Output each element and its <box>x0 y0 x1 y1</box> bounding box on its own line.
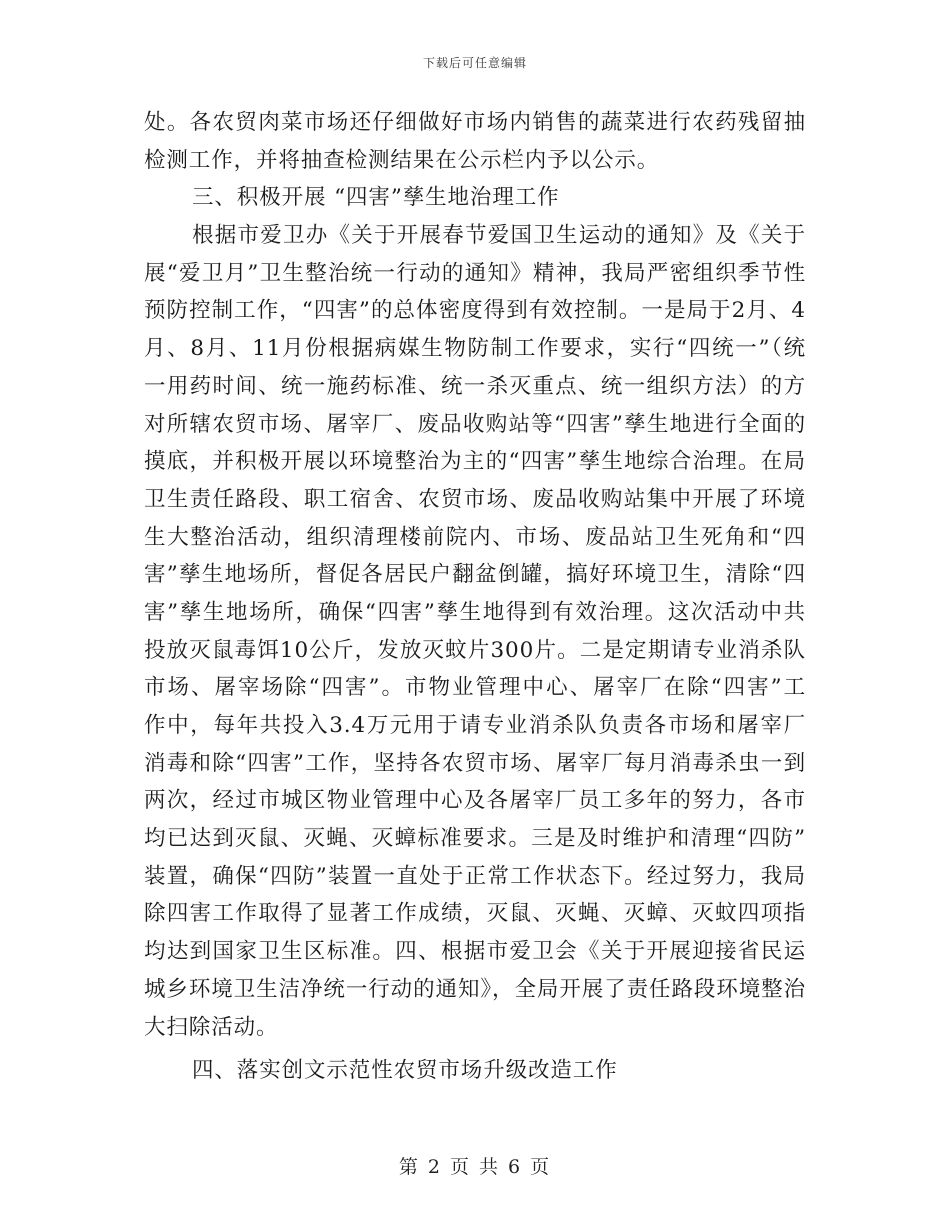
paragraph-line: 展“爱卫月”卫生整治统一行动的通知》精神，我局严密组织季节性 <box>144 260 806 286</box>
paragraph-line: 均已达到灭鼠、灭蝇、灭蟑标准要求。三是及时维护和清理“四防” <box>144 826 806 852</box>
paragraph-line: 对所辖农贸市场、屠宰厂、废品收购站等“四害”孳生地进行全面的 <box>144 411 806 437</box>
paragraph-line: 卫生责任路段、职工宿舍、农贸市场、废品收购站集中开展了环境 <box>144 486 806 512</box>
paragraph-line: 装置，确保“四防”装置一直处于正常工作状态下。经过努力，我局 <box>144 863 806 889</box>
paragraph-line: 大扫除活动。 <box>144 1014 279 1040</box>
paragraph-line: 除四害工作取得了显著工作成绩，灭鼠、灭蝇、灭蟑、灭蚊四项指 <box>144 901 806 927</box>
section-heading: 四、落实创文示范性农贸市场升级改造工作 <box>192 1058 618 1084</box>
paragraph-line: 根据市爱卫办《关于开展春节爱国卫生运动的通知》及《关于 <box>192 223 806 249</box>
paragraph-line: 处。各农贸肉菜市场还仔细做好市场内销售的蔬菜进行农药残留抽 <box>144 110 806 135</box>
paragraph-line: 一用药时间、统一施药标准、统一杀灭重点、统一组织方法）的方 <box>144 373 806 399</box>
paragraph-line: 均达到国家卫生区标准。四、根据市爱卫会《关于开展迎接省民运 <box>144 939 806 965</box>
paragraph-line: 城乡环境卫生洁净统一行动的通知》，全局开展了责任路段环境整治 <box>144 976 806 1002</box>
page-header-note: 下载后可任意编辑 <box>422 56 527 70</box>
page-number: 第 2 页 共 6 页 <box>398 1156 552 1178</box>
paragraph-line: 作中，每年共投入3.4万元用于请专业消杀队负责各市场和屠宰厂 <box>144 713 806 738</box>
paragraph-line: 月、8月、11月份根据病媒生物防制工作要求，实行“四统一”（统 <box>144 336 806 362</box>
paragraph-line: 害”孳生地场所，督促各居民户翻盆倒罐，搞好环境卫生，清除“四 <box>144 562 806 588</box>
paragraph-line: 两次，经过市城区物业管理中心及各屠宰厂员工多年的努力，各市 <box>144 788 806 814</box>
paragraph-line: 消毒和除“四害”工作，坚持各农贸市场、屠宰厂每月消毒杀虫一到 <box>144 750 806 776</box>
document-body <box>144 104 806 1090</box>
paragraph-line: 检测工作，并将抽查检测结果在公示栏内予以公示。 <box>144 147 660 173</box>
paragraph-line: 害”孳生地场所，确保“四害”孳生地得到有效治理。这次活动中共 <box>144 599 806 625</box>
paragraph-line: 摸底，并积极开展以环境整治为主的“四害”孳生地综合治理。在局 <box>144 449 806 475</box>
paragraph-line: 生大整治活动，组织清理楼前院内、市场、废品站卫生死角和“四 <box>144 524 806 550</box>
paragraph-line: 市场、屠宰场除“四害”。市物业管理中心、屠宰厂在除“四害”工 <box>144 675 806 701</box>
section-heading: 三、积极开展 “四害”孳生地治理工作 <box>192 185 560 211</box>
paragraph-line: 预防控制工作，“四害”的总体密度得到有效控制。一是局于2月、4 <box>144 298 806 324</box>
paragraph-line: 投放灭鼠毒饵10公斤，发放灭蚊片300片。二是定期请专业消杀队 <box>144 637 806 663</box>
